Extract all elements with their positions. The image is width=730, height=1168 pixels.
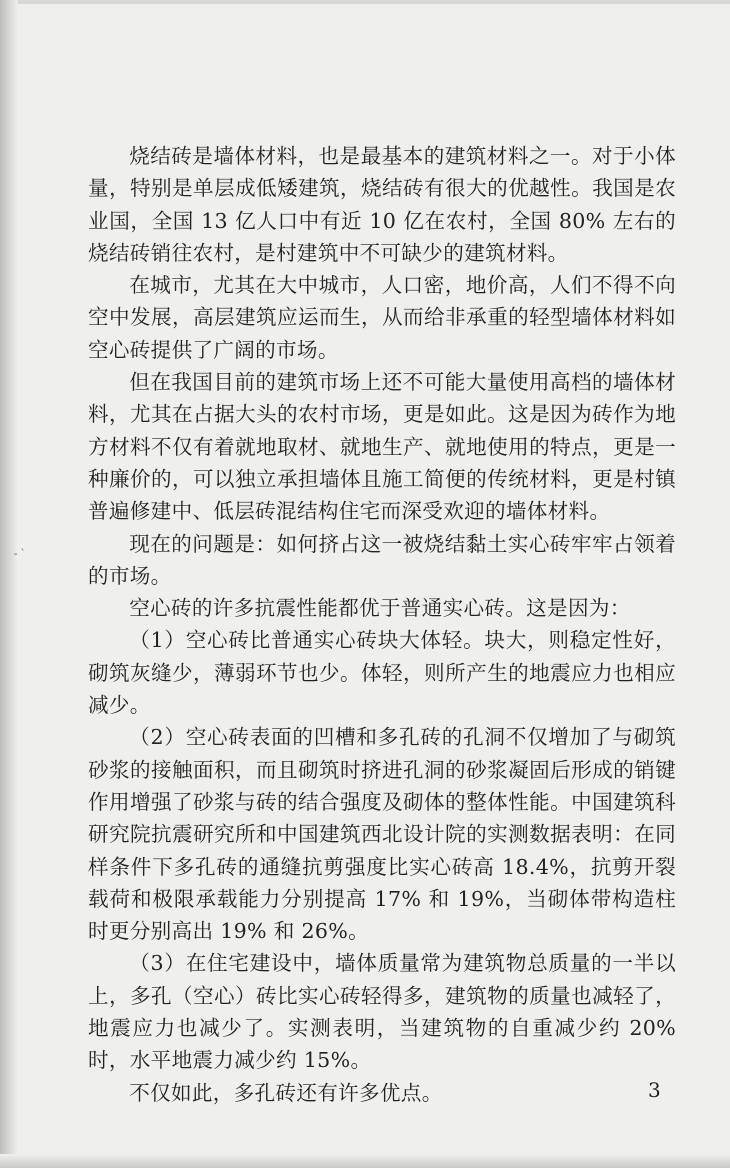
paragraph-8: （3）在住宅建设中，墙体质量常为建筑物总质量的一半以上，多孔（空心）砖比实心砖轻得多，建筑物的质量也减轻了，地震应力也减少了。实测表明，当建筑物的自重减少约 20% 时，水平地震力减少约 15%。 [88,951,676,1073]
body-text [88,140,676,1109]
page-number: 3 [648,1078,661,1102]
paragraph-9: 不仅如此，多孔砖还有许多优点。 [129,1080,443,1105]
paragraph-3: 但在我国目前的建筑市场上还不可能大量使用高档的墙体材料，尤其在占据大头的农村市场，更是如此。这是因为砖作为地方材料不仅有着就地取材、就地生产、就地使用的特点，更是一种廉价的，可以独立承担墙体且施工简便的传统材料，更是村镇普遍修建中、低层砖混结构住宅而深受欢迎的墙体材料。 [88,370,676,524]
paragraph-5: 空心砖的许多抗震性能都优于普通实心砖。这是因为： [129,596,631,621]
page-binding-shadow [0,0,18,1168]
page-top-edge [0,0,730,4]
paragraph-2: 在城市，尤其在大中城市，人口密，地价高，人们不得不向空中发展，高层建筑应运而生，从而给非承重的轻型墙体材料如空心砖提供了广阔的市场。 [88,273,676,362]
stray-mark: - ˋ [14,549,26,560]
page-bottom-shadow [0,1154,730,1168]
paragraph-1: 烧结砖是墙体材料，也是最基本的建筑材料之一。对于小体量，特别是单层成低矮建筑，烧结砖有很大的优越性。我国是农业国，全国 13 亿人口中有近 10 亿在农村，全国 80% 左右的烧结砖销往农村，是村建筑中不可缺少的建筑材料。 [88,144,676,265]
paragraph-7: （2）空心砖表面的凹槽和多孔砖的孔洞不仅增加了与砌筑砂浆的接触面积，而且砌筑时挤进孔洞的砂浆凝固后形成的销键作用增强了砂浆与砖的结合强度及砌体的整体性能。中国建筑科研究院抗震研究所和中国建筑西北设计院的实测数据表明：在同样条件下多孔砖的通缝抗剪强度比实心砖高 18.4%，抗剪开裂载荷和极限承载能力分别提高 17% 和 19%，当砌体带构造柱时更分别高出 19% 和 26%。 [88,725,676,944]
paragraph-6: （1）空心砖比普通实心砖块大体轻。块大，则稳定性好，砌筑灰缝少，薄弱环节也少。体轻，则所产生的地震应力也相应减少。 [88,628,676,718]
paragraph-4: 现在的问题是：如何挤占这一被烧结黏土实心砖牢牢占领着的市场。 [88,531,676,588]
